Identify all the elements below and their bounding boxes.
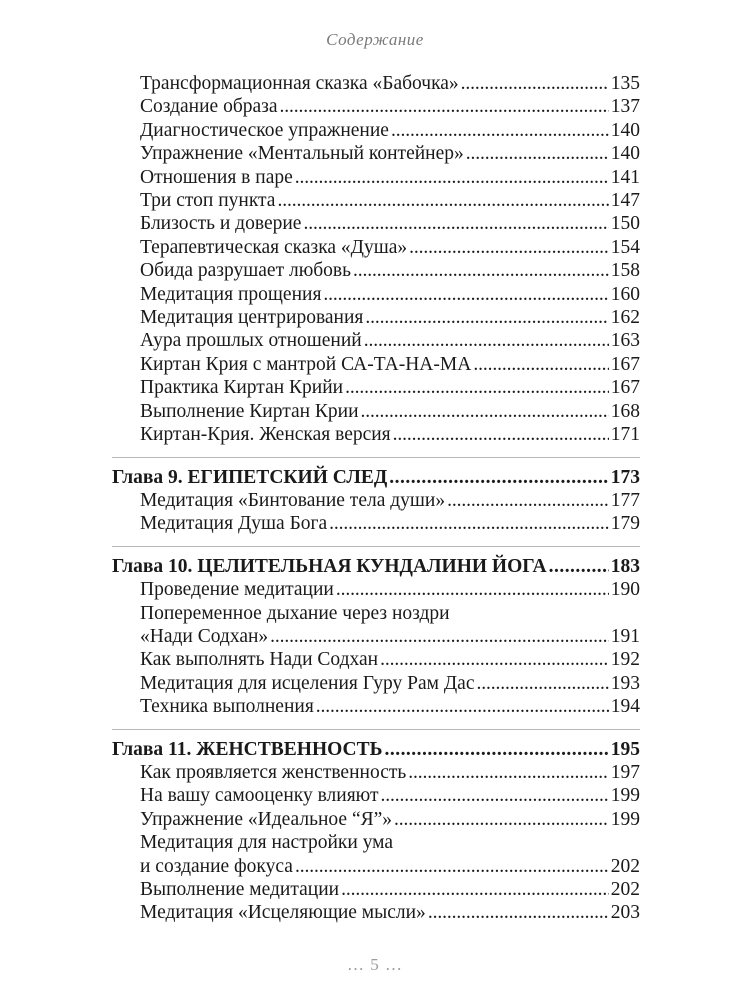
toc-entry[interactable]	[112, 695, 640, 718]
dot-leader	[428, 901, 609, 924]
toc-entry-title: Киртан Крия с мантрой СА-ТА-НА-МА	[140, 353, 472, 375]
dot-leader	[345, 376, 609, 399]
toc-entry[interactable]	[112, 672, 640, 695]
toc-entry[interactable]	[112, 901, 640, 924]
toc-entry-page-number: 177	[610, 489, 640, 511]
toc-entry-page-number: 191	[610, 625, 640, 647]
dot-leader	[473, 353, 608, 376]
toc-entry-title: Три стоп пункта	[140, 190, 276, 212]
dot-leader	[447, 489, 609, 512]
chapter-heading[interactable]	[112, 466, 640, 489]
chapter-title: Глава 10. ЦЕЛИТЕЛЬНАЯ КУНДАЛИНИ ЙОГА	[112, 555, 547, 577]
toc-entry[interactable]	[112, 142, 640, 165]
chapter-heading[interactable]	[112, 738, 640, 761]
toc-entry[interactable]	[112, 259, 640, 282]
toc-entry[interactable]	[112, 236, 640, 259]
toc-entry[interactable]	[112, 400, 640, 423]
toc-entry[interactable]	[112, 306, 640, 329]
toc-entry-page-number: 141	[610, 166, 640, 188]
dot-leader	[381, 784, 609, 807]
toc-entry-page-number: 167	[610, 377, 640, 399]
toc-entry[interactable]	[112, 808, 640, 831]
toc-entry[interactable]	[112, 189, 640, 212]
dot-leader	[295, 166, 609, 189]
toc-entry-title: Создание образа	[140, 96, 278, 118]
dot-leader	[389, 466, 608, 489]
dot-leader	[549, 555, 609, 578]
chapter-heading[interactable]	[112, 555, 640, 578]
toc-entry[interactable]	[112, 855, 640, 878]
toc-entry-page-number: 162	[610, 307, 640, 329]
dot-leader	[295, 855, 609, 878]
toc-entry[interactable]	[112, 784, 640, 807]
toc-entry[interactable]	[112, 212, 640, 235]
toc-entry-title: Киртан-Крия. Женская версия	[140, 424, 391, 446]
toc-entry-title: Аура прошлых отношений	[140, 330, 362, 352]
dot-leader	[365, 306, 608, 329]
dot-leader	[409, 236, 609, 259]
toc-entry-title: Как выполнять Нади Содхан	[140, 649, 379, 671]
toc-entry-title: «Нади Содхан»	[140, 625, 269, 647]
toc-entry-title: Терапевтическая сказка «Душа»	[140, 236, 408, 258]
toc-entry[interactable]	[112, 489, 640, 512]
toc-entry-page-number: 202	[610, 855, 640, 877]
toc-entry-page-number: 192	[610, 649, 640, 671]
dot-leader	[461, 72, 609, 95]
toc-entry-title: Близость и доверие	[140, 213, 302, 235]
toc-entry-title-line1: Попеременное дыхание через ноздри	[140, 602, 450, 624]
dot-leader	[361, 400, 609, 423]
section-divider	[112, 729, 640, 730]
dot-leader	[476, 672, 608, 695]
toc-entry-page-number: 163	[610, 330, 640, 352]
toc-entry-page-number: 140	[610, 119, 640, 141]
toc-entry-title: и создание фокуса	[140, 855, 293, 877]
toc-entry-page-number: 168	[610, 400, 640, 422]
toc-entry-page-number: 160	[610, 283, 640, 305]
dot-leader	[408, 761, 608, 784]
dot-leader	[393, 423, 609, 446]
toc-entry-title: Медитация «Бинтование тела души»	[140, 489, 446, 511]
table-of-contents	[112, 72, 640, 925]
running-header: Содержание	[326, 30, 424, 49]
dot-leader	[394, 808, 609, 831]
toc-entry-page-number: 154	[610, 236, 640, 258]
toc-entry-page-number: 167	[610, 353, 640, 375]
toc-entry[interactable]	[112, 761, 640, 784]
toc-entry-page-number: 194	[610, 696, 640, 718]
section-divider	[112, 546, 640, 547]
toc-entry-page-number: 199	[610, 808, 640, 830]
toc-entry[interactable]	[112, 512, 640, 535]
dot-leader	[329, 512, 609, 535]
toc-entry-title: Медитация для исцеления Гуру Рам Дас	[140, 672, 475, 694]
dot-leader	[270, 625, 609, 648]
toc-entry-page-number: 179	[610, 513, 640, 535]
toc-entry-page-number: 203	[610, 902, 640, 924]
dot-leader	[341, 878, 609, 901]
toc-entry-page-number: 158	[610, 260, 640, 282]
toc-entry-title: Практика Киртан Крийи	[140, 377, 344, 399]
dot-leader	[391, 119, 609, 142]
dot-leader	[466, 142, 609, 165]
toc-entry-page-number: 197	[610, 761, 640, 783]
dot-leader	[353, 259, 609, 282]
toc-entry-page-number: 171	[610, 424, 640, 446]
toc-entry-title: Медитация Душа Бога	[140, 513, 328, 535]
toc-entry-title: На вашу самооценку влияют	[140, 785, 379, 807]
toc-entry-title: Техника выполнения	[140, 696, 314, 718]
toc-entry[interactable]	[112, 578, 640, 601]
dot-leader	[385, 738, 609, 761]
dot-leader	[323, 283, 608, 306]
toc-entry-title-line1: Медитация для настройки ума	[140, 832, 394, 854]
dot-leader	[280, 95, 609, 118]
toc-entry[interactable]	[112, 166, 640, 189]
chapter-title: Глава 9. ЕГИПЕТСКИЙ СЛЕД	[112, 466, 388, 488]
chapter-page-number: 173	[610, 466, 640, 488]
toc-entry-title: Упражнение «Идеальное “Я”»	[140, 808, 393, 830]
toc-entry-title: Выполнение Киртан Крии	[140, 400, 359, 422]
toc-entry[interactable]	[112, 878, 640, 901]
toc-entry-page-number: 199	[610, 785, 640, 807]
dot-leader	[336, 578, 609, 601]
toc-entry[interactable]	[112, 72, 640, 95]
toc-entry-page-number: 147	[610, 190, 640, 212]
toc-entry[interactable]	[112, 625, 640, 648]
toc-entry[interactable]	[112, 423, 640, 446]
dot-leader	[303, 212, 608, 235]
toc-entry[interactable]	[112, 648, 640, 671]
toc-entry-page-number: 190	[610, 579, 640, 601]
toc-entry-title: Обида разрушает любовь	[140, 260, 352, 282]
chapter-page-number: 195	[610, 738, 640, 760]
dot-leader	[380, 648, 609, 671]
toc-entry-title: Медитация прощения	[140, 283, 322, 305]
section-divider	[112, 457, 640, 458]
toc-entry[interactable]	[112, 329, 640, 352]
toc-entry-title: Отношения в паре	[140, 166, 293, 188]
toc-entry[interactable]	[112, 283, 640, 306]
toc-entry-title: Упражнение «Ментальный контейнер»	[140, 143, 464, 165]
toc-entry-title: Выполнение медитации	[140, 879, 340, 900]
toc-entry[interactable]	[112, 353, 640, 376]
toc-entry-title: Диагностическое упражнение	[140, 119, 389, 141]
toc-entry[interactable]	[112, 119, 640, 142]
toc-entry-page-number: 140	[610, 143, 640, 165]
toc-entry-title: Как проявляется женственность	[140, 761, 407, 783]
toc-entry-title: Трансформационная сказка «Бабочка»	[140, 73, 459, 94]
dot-leader	[277, 189, 608, 212]
toc-entry[interactable]	[112, 376, 640, 399]
toc-entry-page-number: 193	[610, 672, 640, 694]
toc-entry-title: Медитация центрирования	[140, 307, 364, 329]
toc-entry-title: Медитация «Исцеляющие мысли»	[140, 902, 426, 924]
toc-entry-page-number: 150	[610, 213, 640, 235]
dot-leader	[316, 695, 609, 718]
toc-entry-page-number: 202	[610, 879, 640, 900]
chapter-title: Глава 11. ЖЕНСТВЕННОСТЬ	[112, 738, 383, 760]
dot-leader	[364, 329, 609, 352]
toc-entry[interactable]	[112, 95, 640, 118]
toc-entry-title: Проведение медитации	[140, 579, 334, 601]
chapter-page-number: 183	[610, 555, 640, 577]
page-number: … 5 …	[347, 955, 403, 974]
toc-entry-page-number: 135	[610, 73, 640, 94]
toc-entry-page-number: 137	[610, 96, 640, 118]
